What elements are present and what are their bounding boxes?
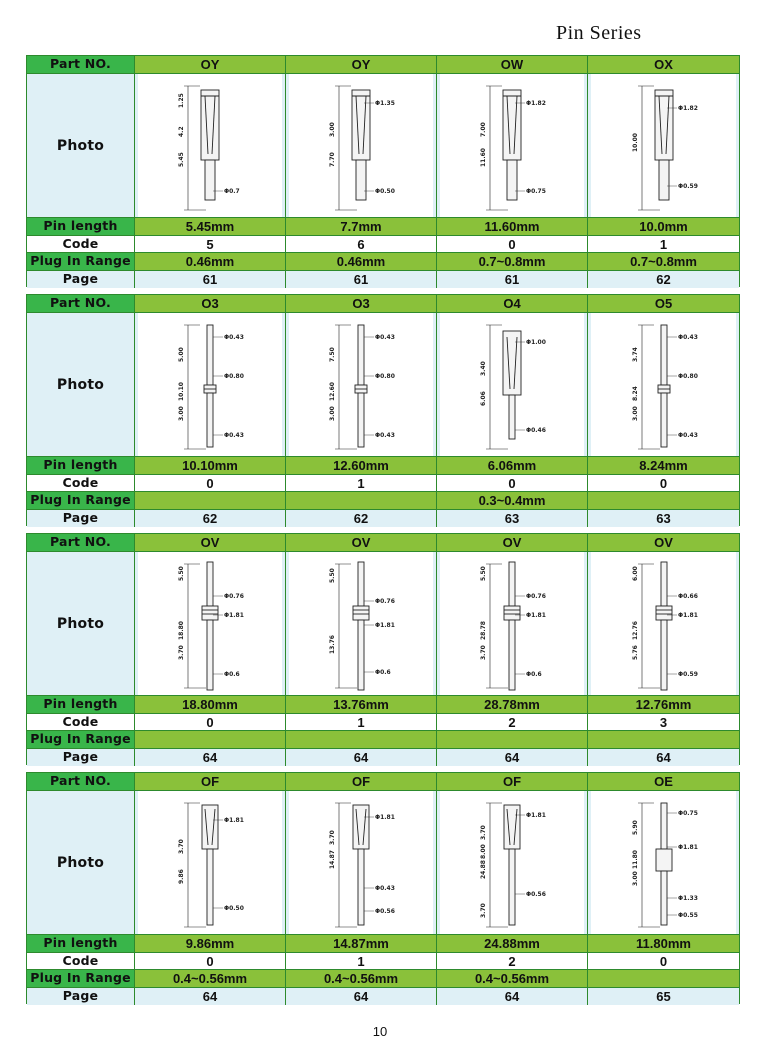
pin-length-value: 14.87mm (286, 935, 437, 953)
pin-drawing-shape (184, 325, 223, 449)
dimension-label: 6.06 (480, 390, 487, 406)
pin-length-value: 11.80mm (588, 935, 739, 953)
pin-drawing (604, 554, 724, 694)
dimension-label: Φ0.43 (224, 431, 244, 439)
page-value: 64 (135, 749, 286, 766)
code-value: 2 (437, 953, 588, 970)
dimension-label: Φ1.81 (677, 611, 698, 619)
pin-drawing-shape (638, 86, 677, 210)
dimension-label: 3.00 (178, 405, 185, 421)
dimension-label: Φ1.33 (677, 894, 698, 902)
code-value: 0 (135, 953, 286, 970)
dimension-label: 7.00 (480, 121, 487, 137)
pin-length-value: 10.0mm (588, 218, 739, 236)
dimension-label: 3.74 (631, 346, 639, 362)
plug-in-range-value: 0.7~0.8mm (588, 253, 739, 271)
row-label-code: Code (27, 475, 135, 492)
pin-drawing (604, 793, 724, 933)
pin-drawing-frame (289, 313, 433, 456)
dimension-label: 3.00 (329, 405, 336, 421)
plug-in-range-value: 0.4~0.56mm (286, 970, 437, 988)
dimension-label: Φ0.75 (526, 187, 546, 195)
pin-length-value: 13.76mm (286, 696, 437, 714)
part-no-value: O5 (588, 295, 739, 313)
code-value: 1 (286, 953, 437, 970)
dimension-label: 24.88 (480, 859, 487, 879)
pin-drawing-frame (591, 791, 736, 934)
dimension-label: 3.70 (329, 829, 336, 845)
page-value: 64 (437, 988, 588, 1005)
pin-drawing (150, 554, 270, 694)
pin-drawing-shape (335, 325, 374, 449)
code-value: 1 (286, 475, 437, 492)
page-value: 64 (135, 988, 286, 1005)
pin-drawing-frame (138, 313, 282, 456)
dimension-label: Φ0.46 (526, 426, 546, 434)
dimension-label: Φ0.76 (224, 592, 244, 600)
plug-in-range-value (588, 731, 739, 749)
dimension-label: Φ1.82 (677, 104, 698, 112)
dimension-label: Φ1.81 (375, 621, 395, 629)
pin-length-value: 18.80mm (135, 696, 286, 714)
dimension-label: Φ0.43 (375, 333, 395, 341)
pin-drawing-shape (486, 562, 525, 690)
dimension-label: 12.76 (631, 620, 639, 640)
dimension-label: 5.76 (631, 644, 639, 660)
pin-drawing-shape (184, 86, 223, 210)
dimension-label: Φ1.81 (224, 611, 244, 619)
part-no-value: OY (286, 56, 437, 74)
dimension-label: 3.00 (631, 870, 639, 886)
page-value: 64 (588, 749, 739, 766)
row-label-plug-in-range: Plug In Range (27, 492, 135, 510)
pin-photo (437, 74, 588, 218)
dimension-label: 3.70 (178, 644, 185, 660)
pin-length-value: 9.86mm (135, 935, 286, 953)
row-label-photo: Photo (27, 74, 135, 218)
part-no-value: OW (437, 56, 588, 74)
page-value: 65 (588, 988, 739, 1005)
page-value: 61 (437, 271, 588, 288)
dimension-label: 3.00 (329, 121, 336, 137)
page-value: 64 (286, 988, 437, 1005)
pin-length-value: 24.88mm (437, 935, 588, 953)
code-value: 2 (437, 714, 588, 731)
pin-drawing (301, 315, 421, 455)
row-label-part-no: Part NO. (27, 56, 135, 74)
dimension-label: 6.00 (631, 565, 639, 581)
pin-photo (437, 552, 588, 696)
pin-drawing-shape (638, 803, 677, 927)
row-label-plug-in-range: Plug In Range (27, 253, 135, 271)
dimension-label: 3.70 (178, 838, 185, 854)
page-value: 62 (588, 271, 739, 288)
part-no-value: O4 (437, 295, 588, 313)
row-label-page: Page (27, 271, 135, 288)
dimension-label: Φ0.43 (224, 333, 244, 341)
row-label-plug-in-range: Plug In Range (27, 970, 135, 988)
pin-photo (588, 791, 739, 935)
dimension-label: Φ0.43 (375, 884, 395, 892)
pin-drawing (150, 315, 270, 455)
pin-photo (588, 313, 739, 457)
dimension-label: Φ0.76 (526, 592, 546, 600)
pin-drawing-frame (138, 74, 282, 217)
dimension-label: Φ0.6 (224, 670, 240, 678)
part-no-value: OF (286, 773, 437, 791)
dimension-label: 1.25 (178, 92, 185, 108)
dimension-label: Φ0.50 (224, 904, 244, 912)
dimension-label: Φ0.76 (375, 597, 395, 605)
pin-drawing-frame (440, 791, 584, 934)
pin-drawing-shape (184, 803, 223, 927)
row-label-part-no: Part NO. (27, 295, 135, 313)
row-label-page: Page (27, 510, 135, 527)
plug-in-range-value: 0.3~0.4mm (437, 492, 588, 510)
spec-table-4 (26, 772, 740, 1004)
pin-drawing-frame (289, 552, 433, 695)
part-no-value: OV (588, 534, 739, 552)
dimension-label: 13.76 (329, 634, 336, 654)
dimension-label: Φ0.80 (677, 372, 698, 380)
code-value: 5 (135, 236, 286, 253)
dimension-label: Φ0.6 (375, 668, 391, 676)
part-no-value: O3 (286, 295, 437, 313)
code-value: 6 (286, 236, 437, 253)
dimension-label: Φ0.56 (526, 890, 546, 898)
pin-length-value: 12.76mm (588, 696, 739, 714)
spec-table-3 (26, 533, 740, 765)
code-value: 3 (588, 714, 739, 731)
dimension-label: 3.40 (480, 360, 487, 376)
part-no-value: OV (286, 534, 437, 552)
pin-drawing-frame (138, 552, 282, 695)
code-value: 0 (437, 236, 588, 253)
page-value: 61 (135, 271, 286, 288)
part-no-value: OE (588, 773, 739, 791)
plug-in-range-value: 0.4~0.56mm (437, 970, 588, 988)
plug-in-range-value (286, 492, 437, 510)
pin-drawing-frame (440, 313, 584, 456)
row-label-page: Page (27, 988, 135, 1005)
row-label-plug-in-range: Plug In Range (27, 731, 135, 749)
dimension-label: 8.24 (631, 385, 639, 401)
dimension-label: 3.70 (480, 902, 487, 918)
dimension-label: 5.50 (178, 565, 185, 581)
dimension-label: Φ0.56 (375, 907, 395, 915)
dimension-label: 5.90 (631, 819, 639, 835)
pin-drawing-frame (289, 74, 433, 217)
pin-drawing (452, 554, 572, 694)
spec-table-2 (26, 294, 740, 526)
pin-length-value: 12.60mm (286, 457, 437, 475)
pin-length-value: 11.60mm (437, 218, 588, 236)
spec-table-1 (26, 55, 740, 287)
pin-drawing (452, 315, 572, 455)
page-number: 10 (372, 1024, 388, 1039)
code-value: 1 (588, 236, 739, 253)
pin-length-value: 10.10mm (135, 457, 286, 475)
pin-length-value: 7.7mm (286, 218, 437, 236)
row-label-part-no: Part NO. (27, 773, 135, 791)
row-label-photo: Photo (27, 791, 135, 935)
pin-length-value: 5.45mm (135, 218, 286, 236)
row-label-page: Page (27, 749, 135, 766)
code-value: 0 (437, 475, 588, 492)
pin-length-value: 28.78mm (437, 696, 588, 714)
part-no-value: O3 (135, 295, 286, 313)
part-no-value: OV (437, 534, 588, 552)
dimension-label: Φ0.7 (224, 187, 240, 195)
page-value: 63 (588, 510, 739, 527)
row-label-pin-length: Pin length (27, 696, 135, 714)
code-value: 0 (135, 714, 286, 731)
dimension-label: Φ1.81 (224, 816, 244, 824)
plug-in-range-value: 0.46mm (135, 253, 286, 271)
plug-in-range-value (135, 492, 286, 510)
dimension-label: 14.87 (329, 849, 336, 869)
dimension-label: Φ0.43 (677, 431, 698, 439)
pin-drawing-shape (486, 803, 525, 927)
dimension-label: Φ0.75 (677, 809, 698, 817)
dimension-label: Φ0.66 (677, 592, 698, 600)
row-label-photo: Photo (27, 313, 135, 457)
row-label-photo: Photo (27, 552, 135, 696)
dimension-label: 3.00 (631, 405, 639, 421)
pin-drawing-frame (289, 791, 433, 934)
pin-drawing-shape (486, 86, 525, 210)
dimension-label: 4.2 (178, 125, 185, 137)
code-value: 1 (286, 714, 437, 731)
row-label-code: Code (27, 714, 135, 731)
row-label-pin-length: Pin length (27, 935, 135, 953)
pin-drawing-shape (335, 803, 374, 927)
dimension-label: 7.50 (329, 346, 336, 362)
plug-in-range-value (588, 970, 739, 988)
dimension-label: Φ0.43 (375, 431, 395, 439)
dimension-label: Φ0.50 (375, 187, 395, 195)
pin-drawing (301, 76, 421, 216)
pin-drawing-frame (591, 313, 736, 456)
row-label-code: Code (27, 236, 135, 253)
pin-length-value: 6.06mm (437, 457, 588, 475)
dimension-label: Φ1.35 (375, 99, 395, 107)
pin-drawing (604, 315, 724, 455)
dimension-label: Φ1.82 (526, 99, 546, 107)
dimension-label: 7.70 (329, 151, 336, 167)
pin-drawing (452, 793, 572, 933)
dimension-label: 10.00 (631, 132, 639, 152)
pin-length-value: 8.24mm (588, 457, 739, 475)
page-value: 62 (135, 510, 286, 527)
pin-photo (437, 791, 588, 935)
dimension-label: Φ0.43 (677, 333, 698, 341)
dimension-label: 3.70 (480, 824, 487, 840)
pin-drawing (150, 76, 270, 216)
page-value: 64 (286, 749, 437, 766)
part-no-value: OF (135, 773, 286, 791)
dimension-label: 5.45 (178, 151, 185, 167)
pin-drawing-frame (440, 552, 584, 695)
dimension-label: Φ0.6 (526, 670, 542, 678)
pin-drawing (604, 76, 724, 216)
dimension-label: Φ1.81 (526, 811, 546, 819)
pin-drawing (301, 554, 421, 694)
code-value: 0 (135, 475, 286, 492)
dimension-label: 5.50 (329, 567, 336, 583)
dimension-label: Φ1.81 (677, 843, 698, 851)
row-label-code: Code (27, 953, 135, 970)
plug-in-range-value (135, 731, 286, 749)
page-value: 63 (437, 510, 588, 527)
pin-drawing-shape (486, 325, 525, 449)
dimension-label: Φ1.00 (526, 338, 546, 346)
dimension-label: Φ0.59 (677, 670, 698, 678)
series-title: Pin Series (556, 22, 642, 44)
pin-drawing-shape (335, 86, 374, 210)
part-no-value: OY (135, 56, 286, 74)
dimension-label: 18.80 (178, 620, 185, 640)
pin-drawing (150, 793, 270, 933)
dimension-label: 5.50 (480, 565, 487, 581)
plug-in-range-value (588, 492, 739, 510)
page-value: 62 (286, 510, 437, 527)
pin-photo (135, 791, 286, 935)
pin-drawing (301, 793, 421, 933)
pin-photo (588, 74, 739, 218)
plug-in-range-value (286, 731, 437, 749)
dimension-label: 12.60 (329, 381, 336, 401)
pin-drawing (452, 76, 572, 216)
plug-in-range-value (437, 731, 588, 749)
pin-photo (286, 74, 437, 218)
pin-drawing-frame (138, 791, 282, 934)
page-value: 61 (286, 271, 437, 288)
pin-drawing-shape (638, 562, 677, 690)
pin-photo (286, 313, 437, 457)
dimension-label: Φ0.55 (677, 911, 698, 919)
dimension-label: 8.00 (480, 843, 487, 859)
dimension-label: 3.70 (480, 644, 487, 660)
row-label-pin-length: Pin length (27, 218, 135, 236)
dimension-label: Φ0.59 (677, 182, 698, 190)
dimension-label: 11.80 (631, 849, 639, 869)
page-value: 64 (437, 749, 588, 766)
dimension-label: 11.60 (480, 147, 487, 167)
code-value: 0 (588, 475, 739, 492)
part-no-value: OF (437, 773, 588, 791)
pin-photo (286, 552, 437, 696)
plug-in-range-value: 0.46mm (286, 253, 437, 271)
plug-in-range-value: 0.7~0.8mm (437, 253, 588, 271)
pin-drawing-frame (591, 552, 736, 695)
row-label-part-no: Part NO. (27, 534, 135, 552)
pin-drawing-shape (184, 562, 223, 690)
pin-photo (588, 552, 739, 696)
pin-photo (135, 552, 286, 696)
pin-photo (437, 313, 588, 457)
dimension-label: Φ0.80 (375, 372, 395, 380)
dimension-label: Φ1.81 (375, 813, 395, 821)
dimension-label: Φ1.81 (526, 611, 546, 619)
dimension-label: 5.00 (178, 346, 185, 362)
pin-photo (286, 791, 437, 935)
pin-drawing-frame (440, 74, 584, 217)
dimension-label: 28.78 (480, 620, 487, 640)
dimension-label: Φ0.80 (224, 372, 244, 380)
code-value: 0 (588, 953, 739, 970)
pin-drawing-shape (638, 325, 677, 449)
row-label-pin-length: Pin length (27, 457, 135, 475)
dimension-label: 10.10 (178, 381, 185, 401)
pin-photo (135, 313, 286, 457)
dimension-label: 9.86 (178, 868, 185, 884)
plug-in-range-value: 0.4~0.56mm (135, 970, 286, 988)
part-no-value: OV (135, 534, 286, 552)
pin-drawing-shape (335, 562, 374, 690)
pin-photo (135, 74, 286, 218)
part-no-value: OX (588, 56, 739, 74)
pin-drawing-frame (591, 74, 736, 217)
